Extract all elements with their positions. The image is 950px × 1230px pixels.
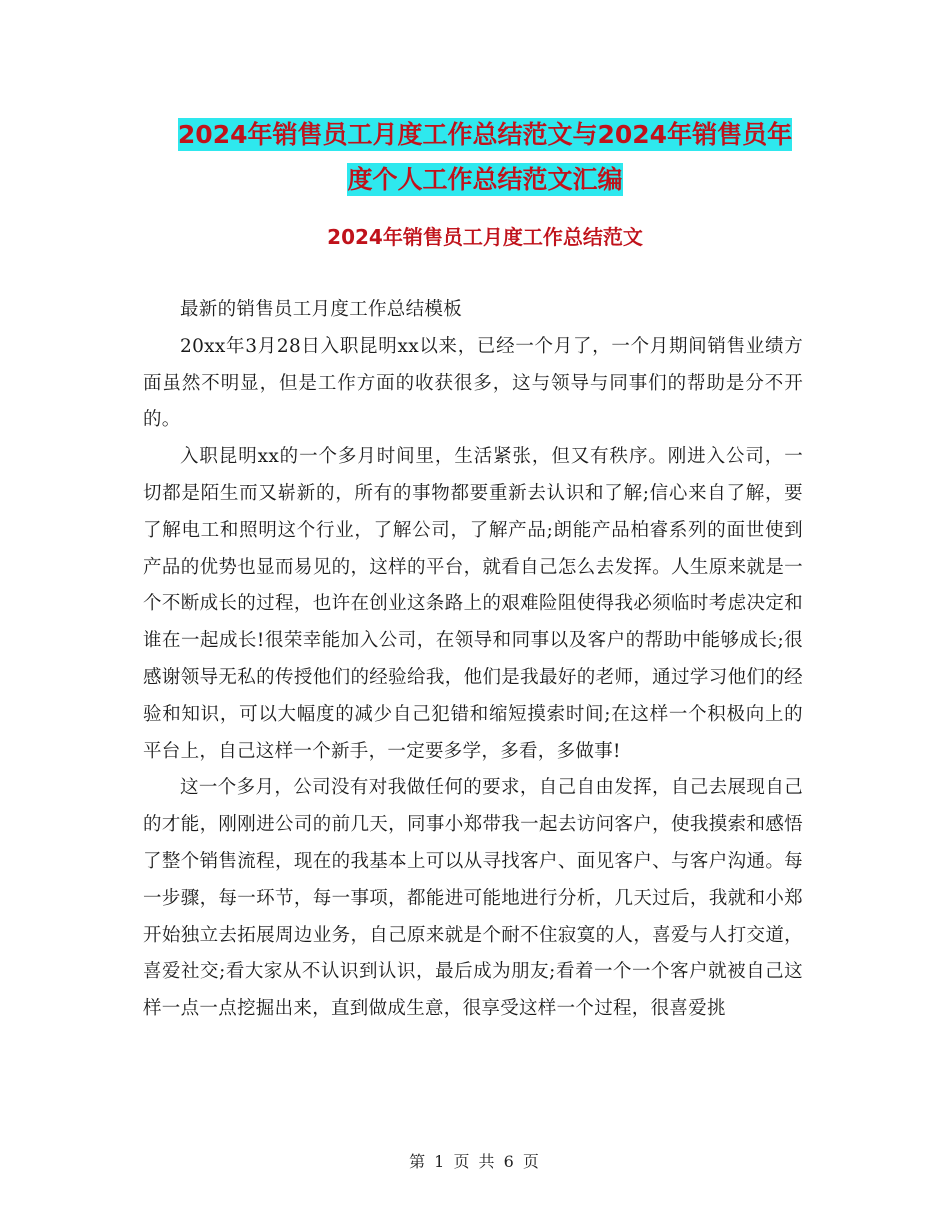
- title-line-1: 2024年销售员工月度工作总结范文与2024年销售员年: [177, 120, 793, 149]
- paragraph: 入职昆明xx的一个多月时间里，生活紧张，但又有秩序。刚进入公司，一切都是陌生而又崭新的，所有的事物都要重新去认识和了解;信心来自了解，要了解电工和照明这个行业，了解公司，了解产品;朗能产品柏睿系列的面世使到产品的优势也显而易见的，这样的平台，就看自己怎么去发挥。人生原来就是一个不断成长的过程，也许在创业这条路上的艰难险阻使得我必须临时考虑决定和谁在一起成长!很荣幸能加入公司，在领导和同事以及客户的帮助中能够成长;很感谢领导无私的传授他们的经验给我，他们是我最好的老师，通过学习他们的经验和知识，可以大幅度的减少自己犯错和缩短摸索时间;在这样一个积极向上的平台上，自己这样一个新手，一定要多学，多看，多做事!: [143, 446, 803, 762]
- document-title: [140, 112, 830, 202]
- title-line-2: 度个人工作总结范文汇编: [347, 165, 623, 194]
- paragraph: 这一个多月，公司没有对我做任何的要求，自己自由发挥，自己去展现自己的才能，刚刚进公司的前几天，同事小郑带我一起去访问客户，使我摸索和感悟了整个销售流程，现在的我基本上可以从寻找客户、面见客户、与客户沟通。每一步骤，每一环节，每一事项，都能进可能地进行分析，几天过后，我就和小郑开始独立去拓展周边业务，自己原来就是个耐不住寂寞的人，喜爱与人打交道，喜爱社交;看大家从不认识到认识，最后成为朋友;看着一个一个客户就被自己这样一点一点挖掘出来，直到做成生意，很享受这样一个过程，很喜爱挑: [143, 777, 803, 1020]
- paragraph: 20xx年3月28日入职昆明xx以来，已经一个月了，一个月期间销售业绩方面虽然不明显，但是工作方面的收获很多，这与领导与同事们的帮助是分不开的。: [143, 335, 803, 431]
- page-footer: 第 1 页 共 6 页: [409, 1152, 541, 1171]
- section-title: 2024年销售员工月度工作总结范文: [327, 225, 643, 249]
- body-text: [143, 292, 803, 1028]
- paragraph: 最新的销售员工月度工作总结模板: [180, 299, 463, 320]
